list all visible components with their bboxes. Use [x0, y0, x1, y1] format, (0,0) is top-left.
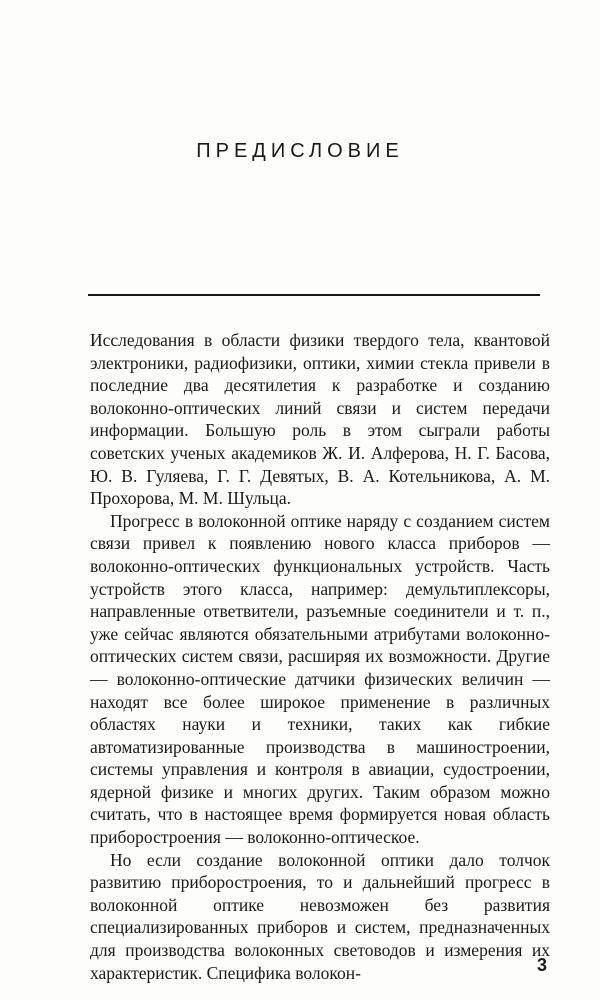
paragraph-3: Но если создание волоконной оптики дало толчок развитию приборостроения, то и дальнейший прогресс в волоконной оптике невозможен без развития специализированных приборов и систем, предназначенных для производства волоконных световодов и измерения их характеристик. Специфика волокон-	[90, 849, 550, 983]
paragraph-2: Прогресс в волоконной оптике наряду с созданием систем связи привел к появлению нового класса приборов — волоконно-оптических функциональных устройств. Часть устройств этого класса, например: демультиплексоры, направленные ответвители, разъемные соединители и т. п., уже сейчас являются обязательными атрибутами волоконно-оптических систем связи, расширяя их возможности. Другие — волоконно-оптические датчики физических величин — находят все более широкое применение в различных областях науки и техники, таких как гибкие автоматизированные производства в машиностроении, системы управления и контроля в авиации, судостроении, ядерной физике и многих других. Таким образом можно считать, что в настоящее время формируется новая область приборостроения — волоконно-оптическое.	[90, 510, 550, 848]
chapter-heading: ПРЕДИСЛОВИЕ	[196, 140, 404, 162]
page-number: 3	[537, 955, 548, 975]
paragraph-1: Исследования в области физики твердого тела, квантовой электроники, радиофизики, оптики, химии стекла привели в последние два десятилетия к разработке и созданию волоконно-оптических линий связи и систем передачи информации. Большую роль в этом сыграли работы советских ученых академиков Ж. И. Алферова, Н. Г. Басова, Ю. В. Гуляева, Г. Г. Девятых, В. А. Котельникова, А. М. Прохорова, М. М. Шульца.	[90, 330, 550, 509]
heading-rule	[88, 294, 540, 296]
body-text	[90, 329, 550, 984]
